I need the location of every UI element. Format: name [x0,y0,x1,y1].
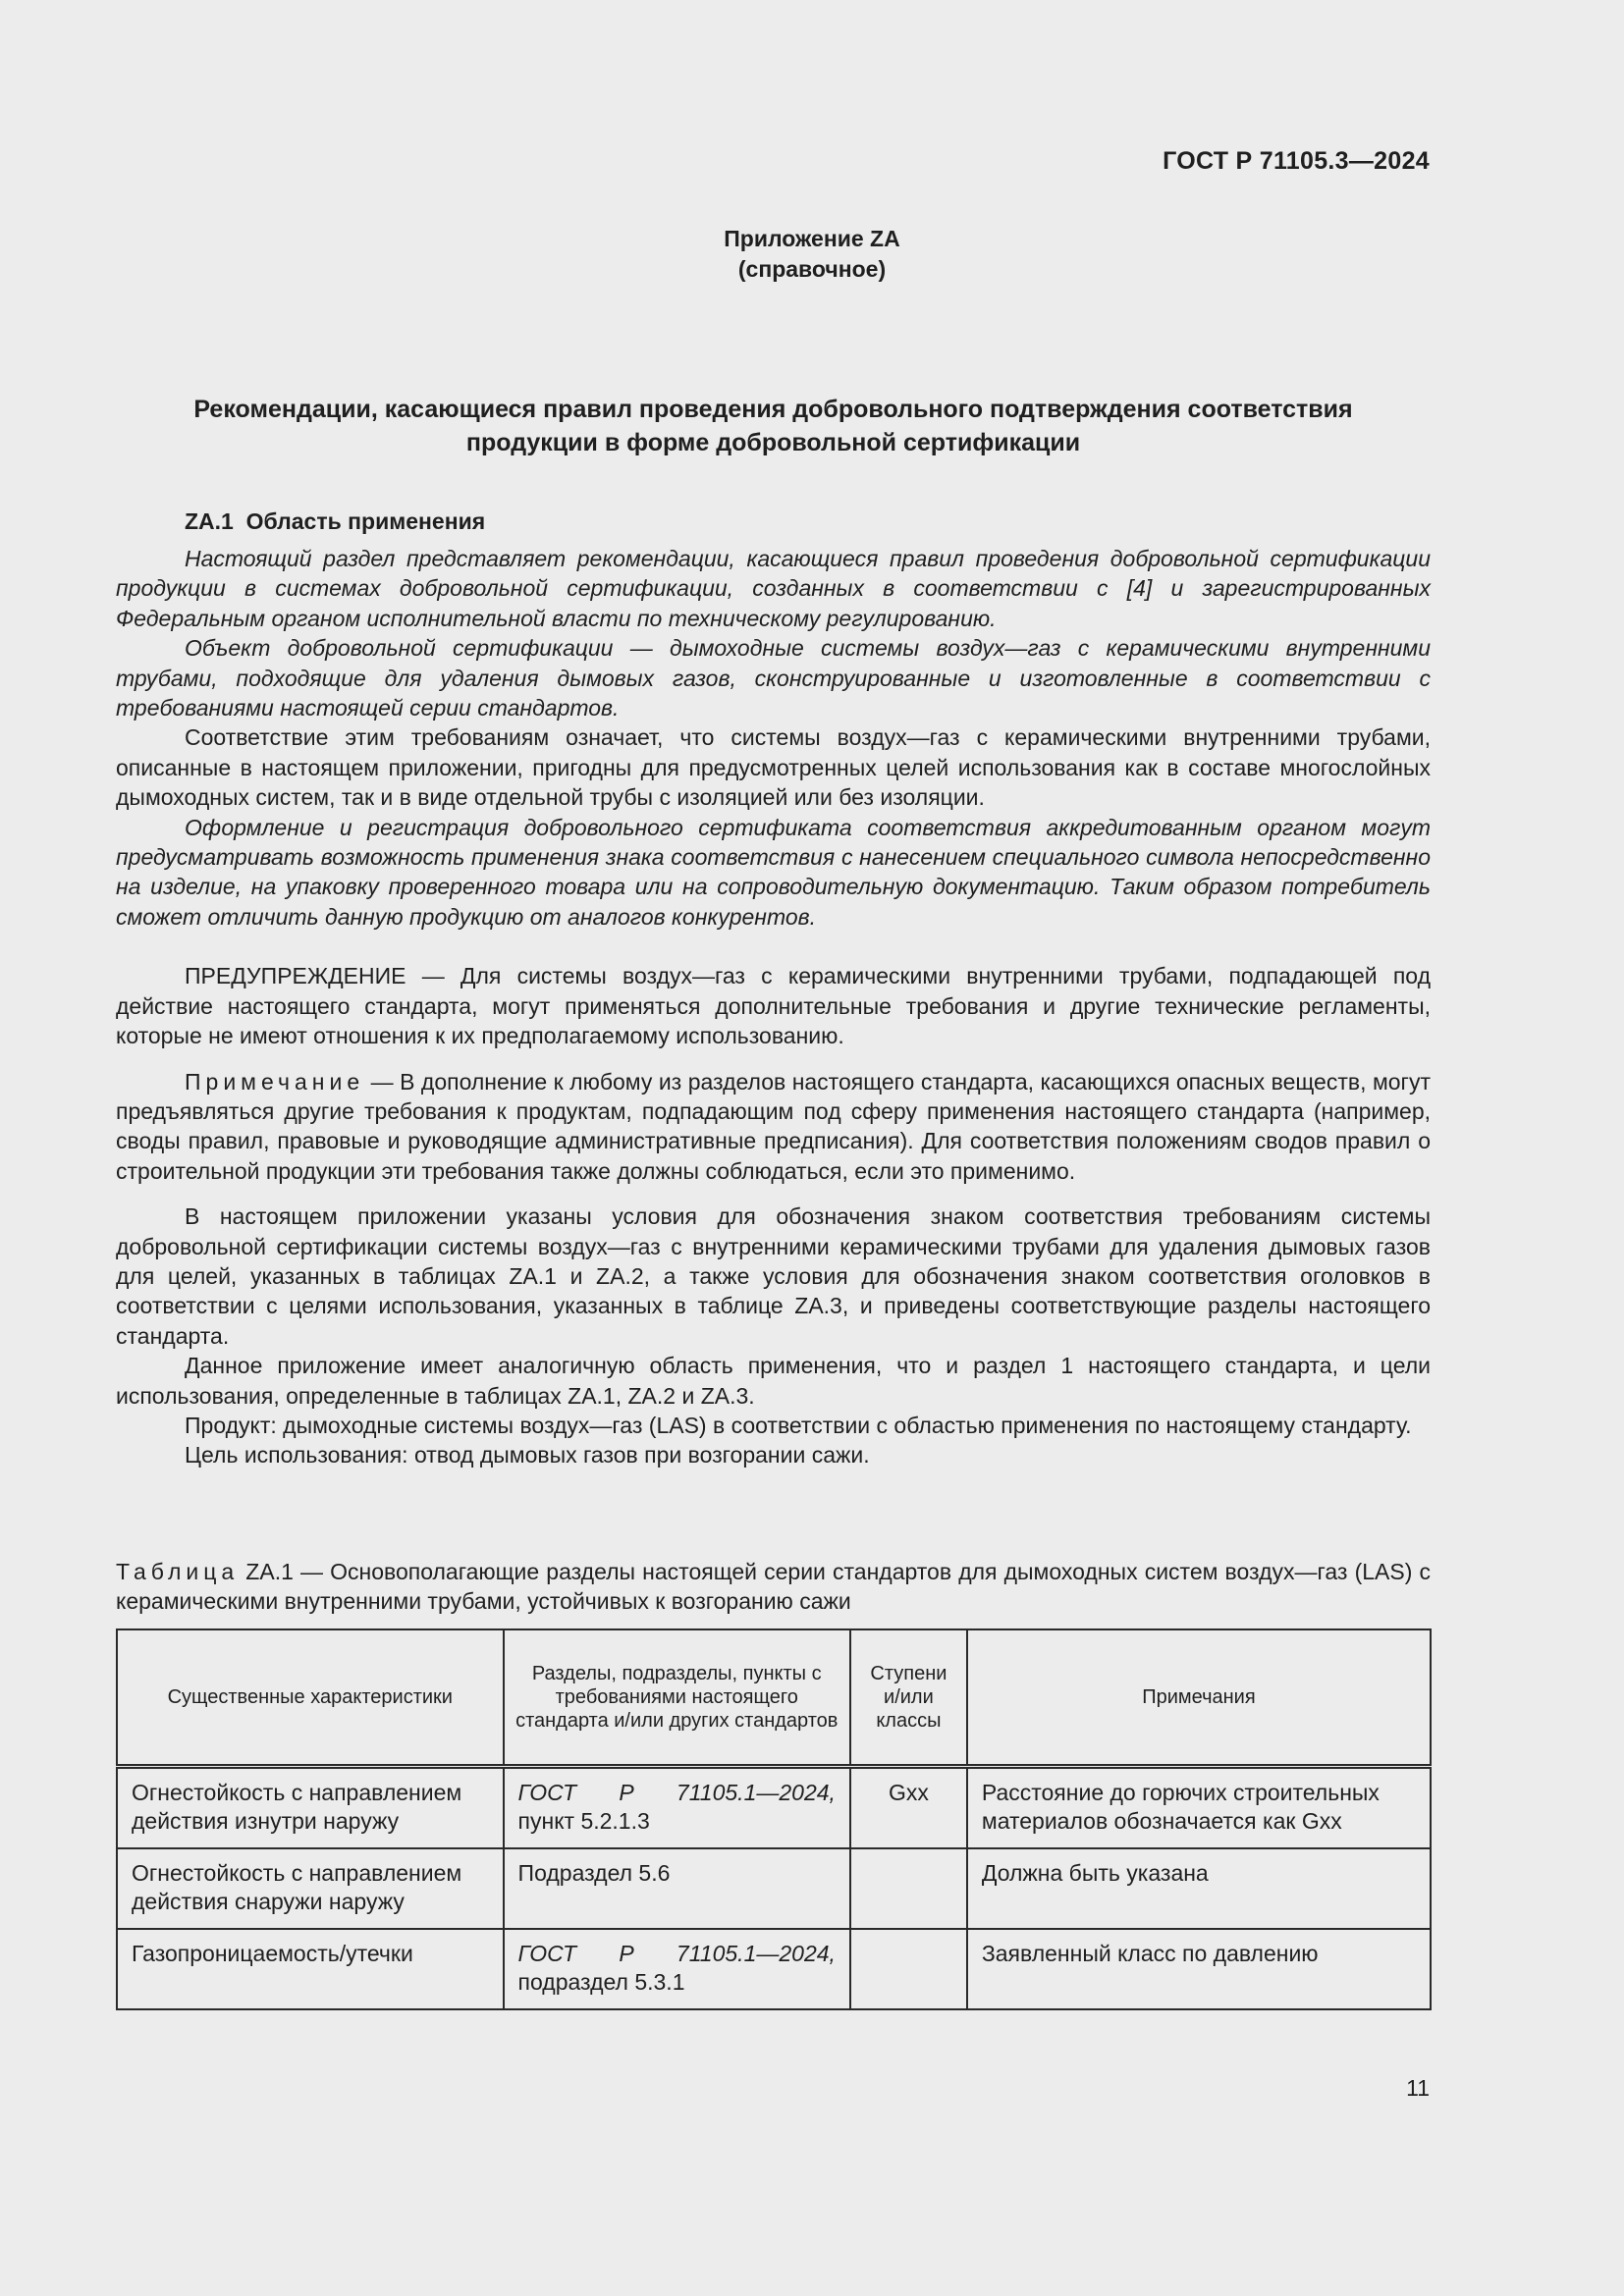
cell-note: Должна быть указана [967,1848,1431,1929]
reference-standard: ГОСТ Р 71105.1—2024, [517,1941,836,1966]
table-caption [116,1557,1431,1616]
paragraph-product: Продукт: дымоходные системы воздух—газ (LAS) в соответствии с областью применения по настоящему стандарту. [185,1412,1412,1438]
paragraph-warning: ПРЕДУПРЕЖДЕНИЕ — Для системы воздух—газ с керамическими внутренними трубами, подпадающей под действие настоящего стандарта, могут применяться дополнительные требования и другие технические регламенты, которые не имеют отношения к их предполагаемому использованию. [116,963,1431,1049]
cell-reference [504,1767,850,1849]
paragraph-note [116,1067,1431,1187]
note-text: — В дополнение к любому из разделов настоящего стандарта, касающихся опасных веществ, могут предъявляться другие требования к продуктам, подпадающим под сферу применения настоящего стандарта (например, своды правил, правовые и руководящие административные предписания). Для соответствия положениям сводов правил о строительной продукции эти требования также должны соблюдаться, если это применимо. [116,1068,1431,1184]
subsection-heading [185,507,1431,536]
table-row [117,1848,1431,1929]
header-characteristics: Существенные характеристики [117,1629,504,1767]
reference-part: Подраздел 5.6 [517,1860,671,1886]
page-number: 11 [1406,2075,1430,2101]
cell-class: Gxx [850,1767,967,1849]
paragraph-application: Данное приложение имеет аналогичную область применения, что и раздел 1 настоящего стандарта, и цели использования, определенные в таблицах ZA.1, ZA.2 и ZA.3. [116,1353,1431,1409]
section-title-line-1: Рекомендации, касающиеся правил проведения добровольного подтверждения соответствия [193,396,1353,423]
cell-reference [504,1848,850,1929]
table-caption-text: ZA.1 — Основополагающие разделы настоящей серии стандартов для дымоходных систем воздух—газ (LAS) с керамическими внутренними трубами, устойчивых к возгоранию сажи [116,1559,1431,1614]
header-references: Разделы, подразделы, пункты с требованиями настоящего стандарта и/или других стандартов [504,1629,850,1767]
section-title-line-2: продукции в форме добровольной сертификации [465,429,1081,456]
paragraph-purpose: Цель использования: отвод дымовых газов при возгорании сажи. [185,1442,870,1468]
reference-part: пункт 5.2.1.3 [517,1808,650,1834]
table-header-row [117,1629,1431,1767]
paragraph-conformity: Соответствие этим требованиям означает, что системы воздух—газ с керамическими внутренними трубами, описанные в настоящем приложении, пригодны для предусмотренных целей использования как в составе многослойных дымоходных систем, так и в виде отдельной трубы с изоляцией или без изоляции. [116,724,1431,811]
appendix-subtitle: (справочное) [737,256,887,282]
header-notes: Примечания [967,1629,1431,1767]
section-title [116,393,1431,459]
table-za1 [116,1629,1432,2010]
cell-reference [504,1929,850,2009]
paragraph-scope: Настоящий раздел представляет рекомендации, касающиеся правил проведения добровольной сертификации продукции в системах добровольной сертификации, созданных в соответствии с [4] и зарегистрированных Федеральным органом исполнительной власти по техническому регулированию. [116,546,1431,631]
table-row [117,1767,1431,1849]
reference-standard: ГОСТ Р 71105.1—2024, [517,1780,836,1805]
cell-characteristic: Огнестойкость с направлением действия снаружи наружу [117,1848,504,1929]
cell-characteristic: Газопроницаемость/утечки [117,1929,504,2009]
cell-note: Заявленный класс по давлению [967,1929,1431,2009]
document-body [116,507,1431,1470]
header-classes: Ступени и/или классы [850,1629,967,1767]
paragraph-conditions: В настоящем приложении указаны условия для обозначения знаком соответствия требованиям системы добровольной сертификации системы воздух—газ с внутренними керамическими трубами для удаления дымовых газов для целей, указанных в таблицах ZA.1 и ZA.2, а также условия для обозначения знаком соответствия оголовков в соответствии с целями использования, указанных в таблице ZA.3, и приведены соответствующие разделы настоящего стандарта. [116,1203,1431,1349]
appendix-title: Приложение ZA [724,226,900,251]
standard-designation: ГОСТ Р 71105.3—2024 [1163,147,1430,175]
reference-part: подраздел 5.3.1 [517,1969,685,1995]
cell-class [850,1848,967,1929]
note-label: Примечание [185,1068,365,1095]
cell-characteristic: Огнестойкость с направлением действия изнутри наружу [117,1767,504,1849]
paragraph-object: Объект добровольной сертификации — дымоходные системы воздух—газ с керамическими внутренними трубами, подходящие для удаления дымовых газов, сконструированные и изготовленные в соответствии с требованиями настоящей серии стандартов. [116,635,1431,721]
subsection-number: ZA.1 [185,508,234,534]
cell-note: Расстояние до горючих строительных материалов обозначается как Gxx [967,1767,1431,1849]
paragraph-registration: Оформление и регистрация добровольного сертификата соответствия аккредитованным органом могут предусматривать возможность применения знака соответствия с нанесением специального символа непосредственно на изделие, на упаковку проверенного товара или на сопроводительную документацию. Таким образом потребитель сможет отличить данную продукцию от аналогов конкурентов. [116,814,1431,930]
appendix-heading [0,224,1624,285]
table-row [117,1929,1431,2009]
table-caption-label: Таблица [116,1559,240,1584]
subsection-title: Область применения [245,508,486,534]
cell-class [850,1929,967,2009]
